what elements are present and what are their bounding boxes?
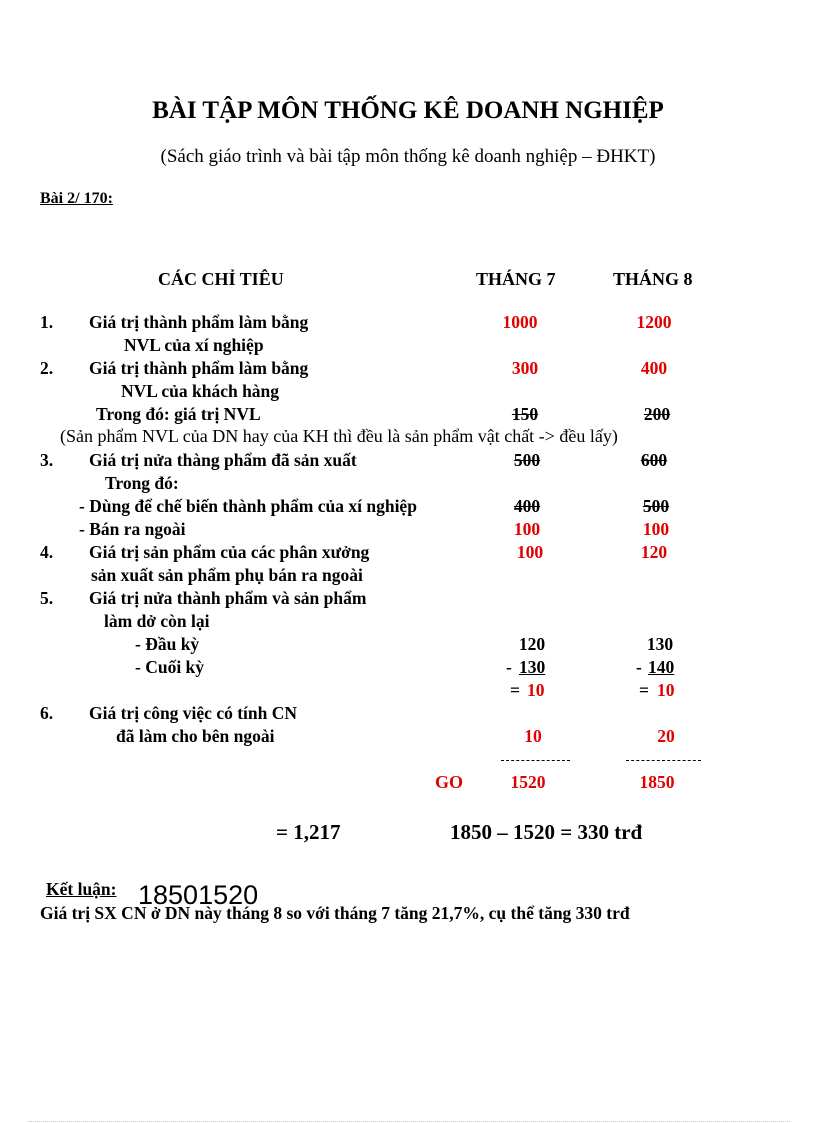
item-5-opening: - Đầu kỳ	[135, 634, 200, 654]
go-label: GO	[435, 772, 464, 792]
item-4-month-8: 120	[640, 542, 668, 562]
item-6-month-8: 20	[657, 726, 675, 746]
item-2-sub-month-8: 200	[643, 404, 671, 424]
item-4-month-7: 100	[516, 542, 544, 562]
item-6-line-2: đã làm cho bên ngoài	[116, 726, 275, 746]
item-3-sub-a: - Dùng để chế biến thành phẩm của xí nghiệp	[79, 496, 417, 516]
difference-result: 1850 – 1520 = 330 trđ	[450, 820, 643, 844]
item-3-sub-a-month-8: 500	[642, 496, 670, 516]
ratio-result: = 1,217	[276, 820, 341, 844]
item-2-line-1: Giá trị thành phẩm làm bằng	[89, 358, 309, 378]
item-3-line-2: Trong đó:	[105, 473, 179, 493]
item-5-closing-month-8-op: -	[636, 657, 642, 677]
item-5-closing: - Cuối kỳ	[135, 657, 205, 677]
note: (Sản phẩm NVL của DN hay của KH thì đều là sản phẩm vật chất -> đều lấy)	[60, 426, 618, 446]
item-1-month-7: 1000	[502, 312, 538, 332]
item-5-closing-month-7: 130	[519, 657, 546, 677]
item-3-sub-b-month-7: 100	[513, 519, 541, 539]
exercise-label: Bài 2/ 170:	[40, 190, 113, 207]
item-1-line-2: NVL của xí nghiệp	[124, 335, 264, 355]
conclusion-overlay-digits: 18501520	[138, 880, 259, 910]
item-3-number: 3.	[40, 450, 54, 470]
go-month-8: 1850	[639, 772, 675, 792]
item-3-sub-a-month-7: 400	[513, 496, 541, 516]
conclusion-text: Giá trị SX CN ở DN này tháng 8 so với tháng 7 tăng 21,7%, cụ thể tăng 330 trđ	[40, 903, 630, 923]
item-4-line-2: sản xuất sản phẩm phụ bán ra ngoài	[91, 565, 363, 585]
item-5-line-1: Giá trị nửa thành phẩm và sản phẩm	[89, 588, 367, 608]
item-1-line-1: Giá trị thành phẩm làm bằng	[89, 312, 309, 332]
item-3-line-1: Giá trị nửa thàng phẩm đã sản xuất	[89, 450, 357, 470]
item-3-sub-b: - Bán ra ngoài	[79, 519, 186, 539]
item-5-result-month-8: 10	[657, 680, 675, 700]
sum-rule-month-8	[626, 760, 701, 761]
page-bottom-border	[28, 1121, 790, 1122]
item-3-sub-b-month-8: 100	[642, 519, 670, 539]
page-title: BÀI TẬP MÔN THỐNG KÊ DOANH NGHIỆP	[152, 97, 664, 124]
item-5-number: 5.	[40, 588, 54, 608]
item-2-sub-label: Trong đó: giá trị NVL	[96, 404, 261, 424]
item-5-line-2: làm dở còn lại	[104, 611, 210, 631]
item-2-sub-month-7: 150	[511, 404, 539, 424]
item-5-opening-month-8: 130	[646, 634, 674, 654]
header-month-8: THÁNG 8	[613, 269, 693, 289]
item-5-opening-month-7: 120	[518, 634, 546, 654]
header-indicators: CÁC CHỈ TIÊU	[158, 269, 284, 289]
sum-rule-month-7	[501, 760, 570, 761]
item-5-closing-month-7-op: -	[506, 657, 512, 677]
item-2-line-2: NVL của khách hàng	[121, 381, 280, 401]
item-6-number: 6.	[40, 703, 54, 723]
item-4-line-1: Giá trị sản phẩm của các phân xưởng	[89, 542, 370, 562]
item-4-number: 4.	[40, 542, 54, 562]
item-2-month-7: 300	[511, 358, 539, 378]
item-5-result-month-7-op: =	[510, 680, 520, 700]
item-3-month-8: 600	[640, 450, 668, 470]
conclusion-label: Kết luận:	[46, 879, 117, 899]
item-6-line-1: Giá trị công việc có tính CN	[89, 703, 298, 723]
item-3-month-7: 500	[513, 450, 541, 470]
item-2-month-8: 400	[640, 358, 668, 378]
item-1-month-8: 1200	[636, 312, 672, 332]
header-month-7: THÁNG 7	[476, 269, 556, 289]
item-2-number: 2.	[40, 358, 54, 378]
item-1-number: 1.	[40, 312, 54, 332]
item-6-month-7: 10	[524, 726, 542, 746]
page-subtitle: (Sách giáo trình và bài tập môn thống kê doanh nghiệp – ĐHKT)	[160, 146, 656, 167]
item-5-result-month-8-op: =	[639, 680, 649, 700]
item-5-result-month-7: 10	[527, 680, 545, 700]
go-month-7: 1520	[510, 772, 546, 792]
item-5-closing-month-8: 140	[648, 657, 675, 677]
